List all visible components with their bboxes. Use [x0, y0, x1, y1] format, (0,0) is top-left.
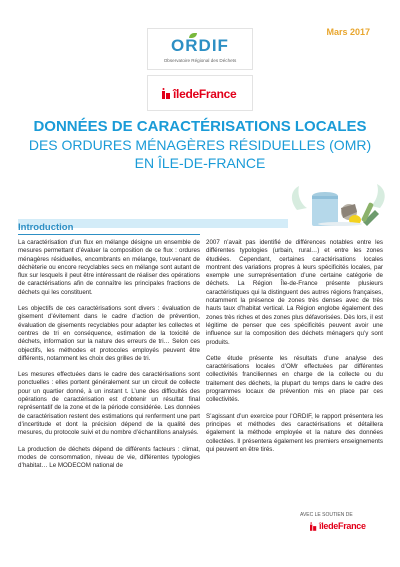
paragraph: S’agissant d’un exercice pour l’ORDIF, le rapport présentera les principes et méthodes des caractérisations et détaillera également la méthode employée et la nature des données collectées. Il présentera également les premiers enseignements qui peuvent en être tirés. [206, 412, 383, 453]
section-heading: Introduction [18, 222, 74, 233]
support-label: AVEC LE SOUTIEN DE [300, 512, 353, 518]
title-line-1: DONNÉES DE CARACTÉRISATIONS LOCALES [33, 118, 367, 135]
ordif-subtitle: Observatoire Régional des Déchets [163, 58, 237, 63]
paragraph: La production de déchets dépend de différents facteurs : climat, modes de consommation, niveau de vie, différentes typologies d’habitat… Le MODECOM national de [18, 445, 200, 470]
paragraph: Les objectifs de ces caractérisations sont divers : évaluation de gisement d’évitement dans le cadre d’action de prévention, évaluation de gisements recyclables pour adapter les collectes et centres de tri en conséquence, estimation de la toxicité de déchets, information sur la nature des erreurs de tri… Selon ces objectifs, les méthodes et protocoles employés peuvent être différents, notamment les choix des grilles de tri. [18, 305, 200, 362]
title-line-3: EN ÎLE-DE-FRANCE [134, 155, 266, 171]
waste-bin-illustration-icon [285, 178, 395, 228]
ordif-wordmark: ORDIF [171, 36, 229, 55]
page-title [18, 118, 382, 172]
ile-de-france-mark-icon [310, 522, 317, 531]
ile-de-france-mark-icon [162, 88, 171, 99]
paragraph: Cette étude présente les résultats d’une analyse des caractérisations locales d’OMr effectuées par différentes collectivités franciliennes en charge de la collecte ou du traitement des déchets, la plupart du temps dans le cadre des programmes locaux de prévention mis en place par ces collectivités. [206, 354, 383, 404]
publication-date: Mars 2017 [326, 27, 370, 37]
title-line-2: DES ORDURES MÉNAGÈRES RÉSIDUELLES (OMR) [28, 137, 372, 153]
ordif-logo [147, 28, 253, 70]
section-heading-divider [18, 234, 200, 235]
paragraph: Les mesures effectuées dans le cadre des caractérisations sont ponctuelles : elles portent généralement sur un circuit de collecte pour un quartier donné, à un instant t. L’une des difficultés des opérations de caractérisation est d’obtenir un résultat final représentatif de la zone et de la période considérée. Les données de caractérisation restent des estimations qui renferment une part d’incertitude et dont la précision dépend de la qualité des mesures, du protocole suivi et du nombre d’échantillons analysés. [18, 371, 200, 437]
ile-de-france-logo-text: îledeFrance [173, 87, 237, 101]
paragraph: 2007 n’avait pas identifié de différences notables entre les différentes typologies (urbain, rural…) et entre les zones étudiées. Cependant, certaines caractérisations locales montrent des variations propres à leurs spécificités locales, par exemple une surreprésentation d’une certaine catégorie de déchets. La Région Île-de-France présente plusieurs caractéristiques qui la distinguent des autres régions françaises, notamment la présence de zones très denses avec de très hauts taux d’habitat vertical. La Région englobe également des zones très riches et des zones plus défavorisées. Dès lors, il est légitime de penser que ces spécificités peuvent avoir une influence sur la composition des déchets ménagers qu’y sont produits. [206, 239, 383, 346]
ile-de-france-footer-logo [310, 521, 372, 534]
ile-de-france-logo [147, 75, 253, 111]
ile-de-france-footer-logo-text: îledeFrance [319, 521, 366, 531]
text-column-left [18, 239, 200, 478]
paragraph: La caractérisation d’un flux en mélange désigne un ensemble de mesures permettant d’évaluer la composition de ce flux : ordures ménagères résiduelles, encombrants en mélange, tout-venant de déchèterie ou encore recyclables secs en mélange sont autant de flux sur lesquels il peut être intéressant de réaliser des opérations de caractérisations afin de connaître les principales fractions de déchets qui les constituent. [18, 239, 200, 296]
text-column-right [206, 239, 383, 462]
